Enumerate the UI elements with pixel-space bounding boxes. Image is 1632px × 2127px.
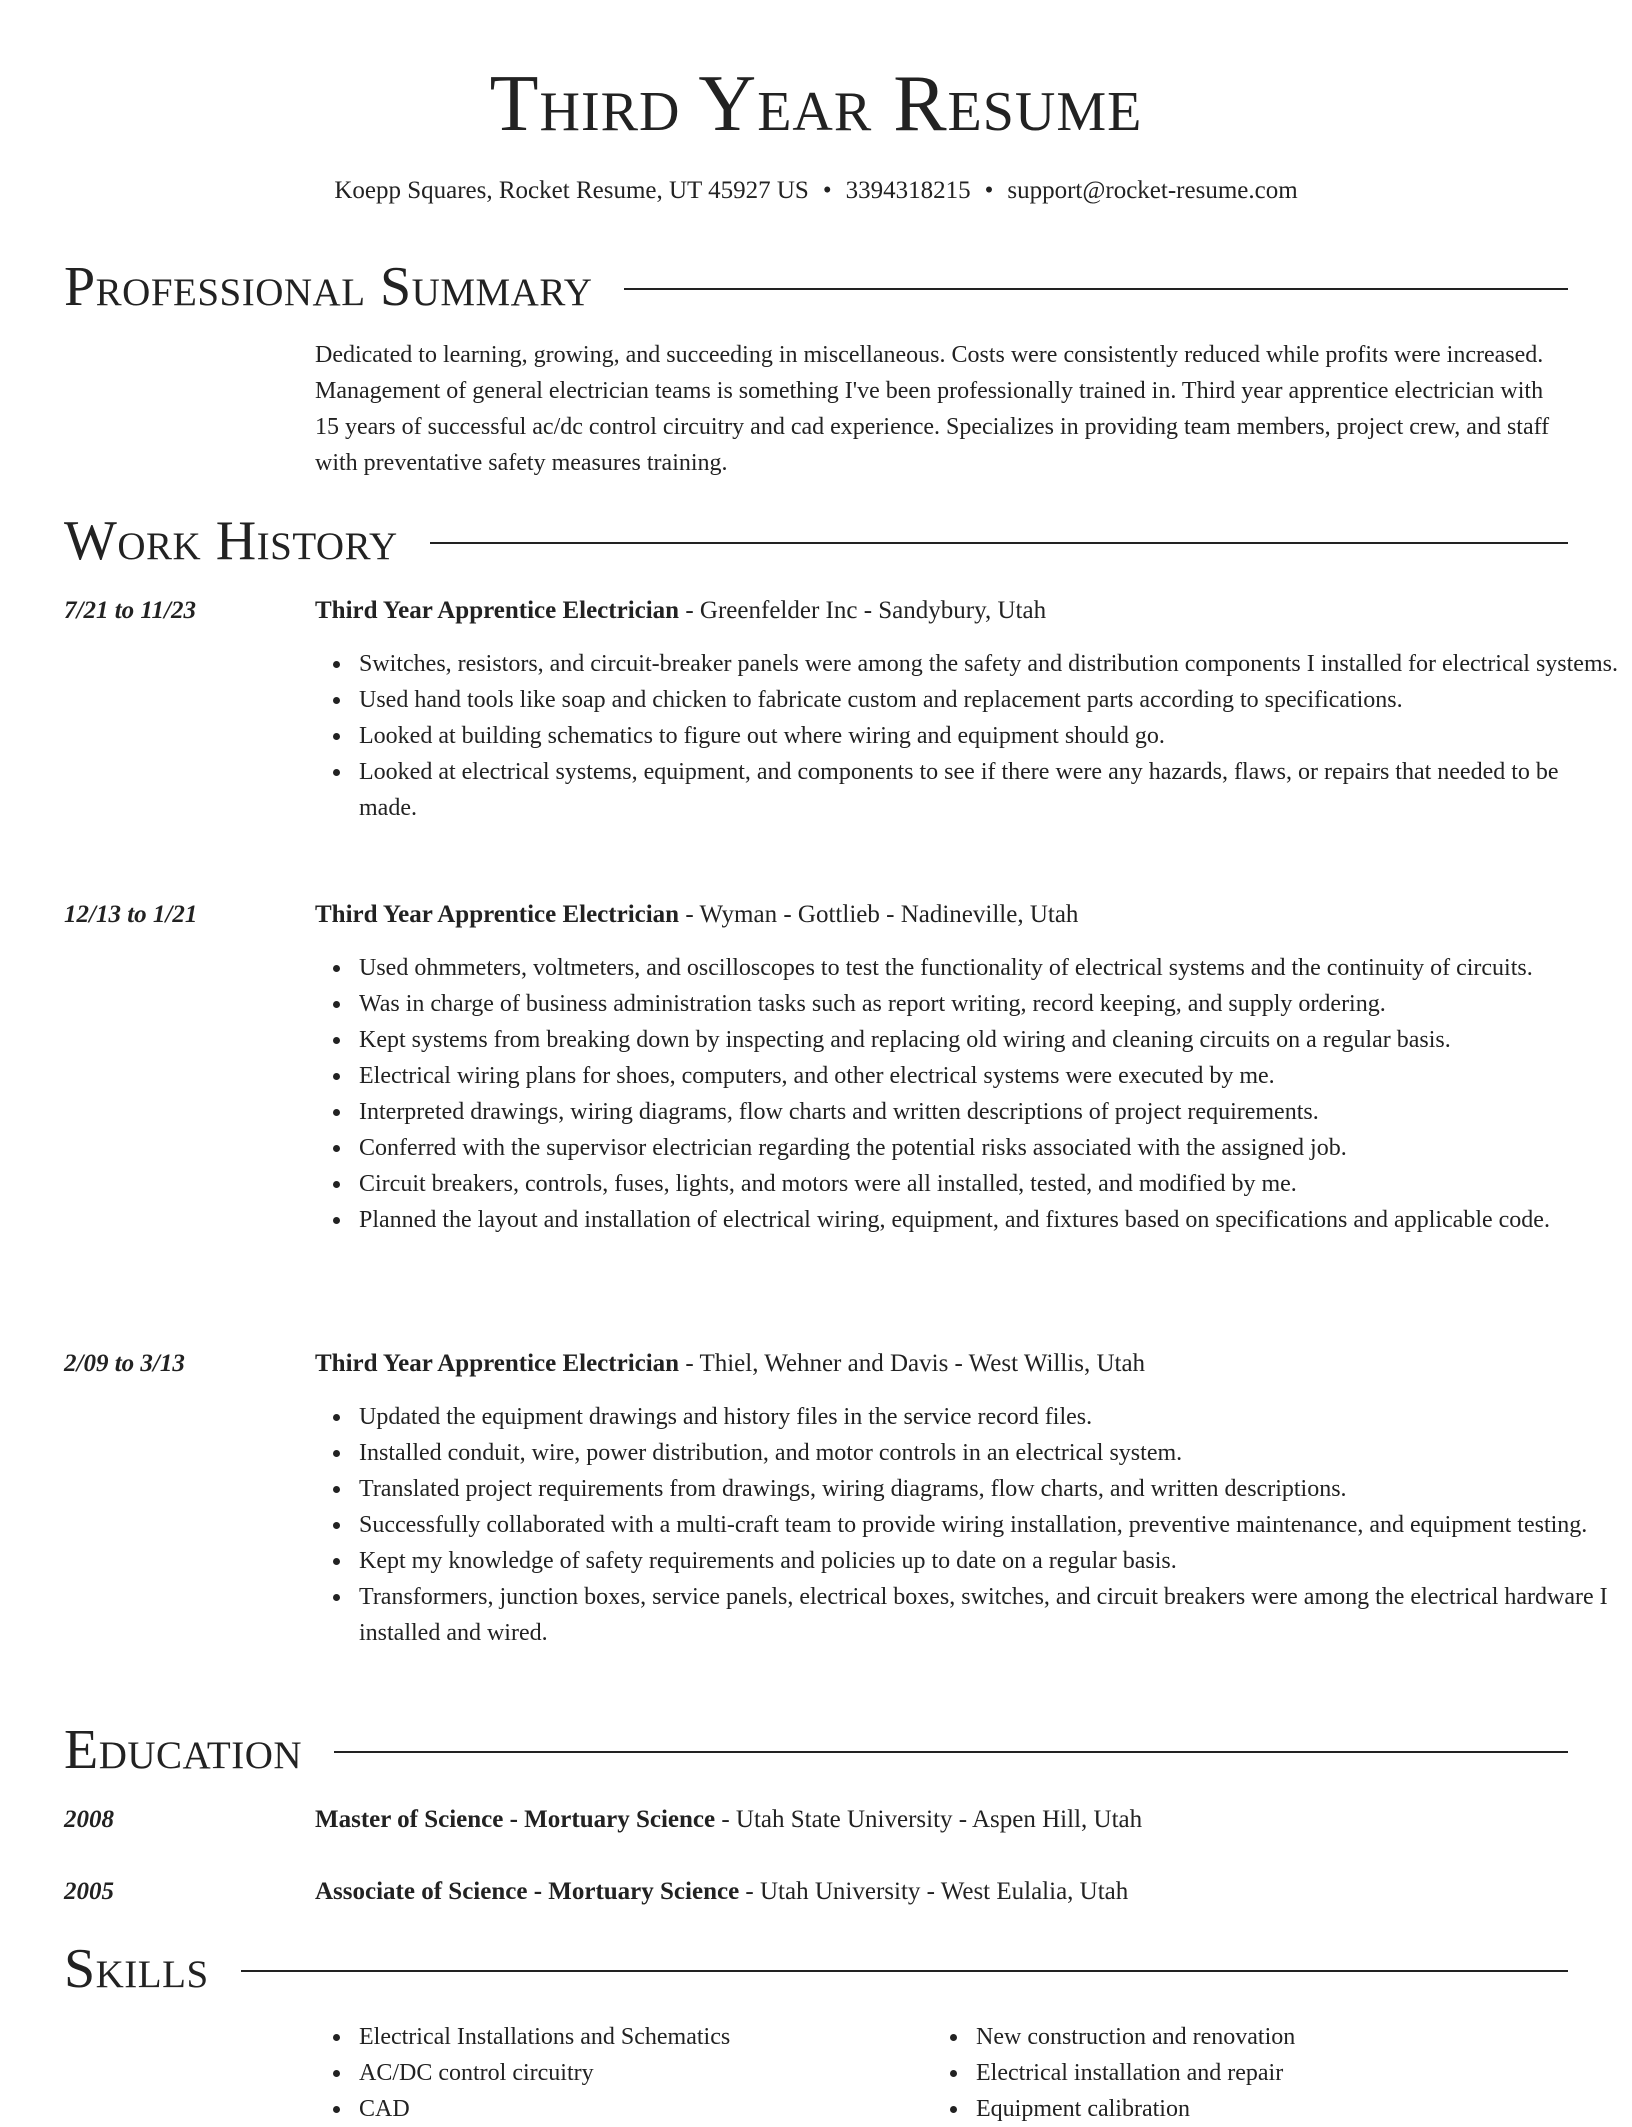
job-employer: - Wyman - Gottlieb - Nadineville, Utah [679,901,1079,928]
section-title-work: Work History [64,510,398,572]
skills-section-header [64,1937,1568,2001]
list-item: Equipment calibration [976,2091,1576,2127]
list-item: Was in charge of business administration tasks such as report writing, record keeping, and supply ordering. [359,986,1619,1022]
list-item: Installed conduit, wire, power distribution, and motor controls in an electrical system. [359,1435,1619,1471]
contact-separator: • [822,177,832,204]
skills-list-right [932,2019,1576,2127]
section-divider [241,1970,1568,1972]
job-dates: 12/13 to 1/21 [64,901,198,928]
education-section-header [64,1718,1568,1782]
education-school: - Utah State University - Aspen Hill, Utah [715,1806,1143,1833]
contact-separator: • [984,177,994,204]
education-year: 2008 [64,1806,114,1833]
job-heading [315,897,1078,933]
section-divider [334,1751,1568,1753]
education-degree: Associate of Science - Mortuary Science [315,1878,740,1905]
list-item: Interpreted drawings, wiring diagrams, flow charts and written descriptions of project requirements. [359,1094,1619,1130]
resume-name: Third Year Resume [489,60,1143,148]
list-item: Successfully collaborated with a multi-craft team to provide wiring installation, preventive maintenance, and equipment testing. [359,1507,1619,1543]
list-item: Electrical installation and repair [976,2055,1576,2091]
contact-line [0,174,1632,208]
list-item: Transformers, junction boxes, service panels, electrical boxes, switches, and circuit breakers were among the electrical hardware I installed and wired. [359,1579,1619,1651]
skills-list-left [315,2019,959,2127]
list-item: CAD [359,2091,959,2127]
list-item: Conferred with the supervisor electrician regarding the potential risks associated with the assigned job. [359,1130,1619,1166]
list-item: Planned the layout and installation of electrical wiring, equipment, and fixtures based on specifications and applicable code. [359,1202,1619,1238]
job-bullets [315,646,1619,826]
education-degree: Master of Science - Mortuary Science [315,1806,716,1833]
education-school: - Utah University - West Eulalia, Utah [739,1878,1129,1905]
job-dates: 2/09 to 3/13 [64,1350,185,1377]
list-item: Used ohmmeters, voltmeters, and oscilloscopes to test the functionality of electrical systems and the continuity of circuits. [359,950,1619,986]
list-item: Electrical Installations and Schematics [359,2019,959,2055]
section-title-education: Education [64,1719,303,1781]
list-item: Looked at building schematics to figure out where wiring and equipment should go. [359,718,1619,754]
job-bullets [315,1399,1619,1651]
list-item: Kept systems from breaking down by inspecting and replacing old wiring and cleaning circuits on a regular basis. [359,1022,1619,1058]
education-year: 2005 [64,1878,114,1905]
section-divider [430,542,1568,544]
job-role: Third Year Apprentice Electrician [315,901,680,928]
education-heading [315,1874,1128,1910]
list-item: Switches, resistors, and circuit-breaker panels were among the safety and distribution components I installed for electrical systems. [359,646,1619,682]
contact-email: support@rocket-resume.com [1007,177,1298,204]
job-role: Third Year Apprentice Electrician [315,597,680,624]
list-item: New construction and renovation [976,2019,1576,2055]
work-section-header [64,509,1568,573]
list-item: Electrical wiring plans for shoes, computers, and other electrical systems were executed by me. [359,1058,1619,1094]
job-dates: 7/21 to 11/23 [64,597,196,624]
list-item: AC/DC control circuitry [359,2055,959,2091]
summary-text: Dedicated to learning, growing, and succeeding in miscellaneous. Costs were consistently reduced while profits were increased. Management of general electrician teams is something I've been professionally trained in. Third year apprentice electrician with 15 years of successful ac/dc control circuitry and cad experience. Specializes in providing team members, project crew, and staff with preventative safety measures training. [315,342,1550,476]
contact-address: Koepp Squares, Rocket Resume, UT 45927 US [334,177,809,204]
job-heading [315,593,1046,629]
job-role: Third Year Apprentice Electrician [315,1350,680,1377]
list-item: Kept my knowledge of safety requirements and policies up to date on a regular basis. [359,1543,1619,1579]
job-bullets [315,950,1619,1238]
job-employer: - Thiel, Wehner and Davis - West Willis, Utah [679,1350,1146,1377]
section-title-skills: Skills [64,1938,209,2000]
list-item: Updated the equipment drawings and history files in the service record files. [359,1399,1619,1435]
job-employer: - Greenfelder Inc - Sandybury, Utah [679,597,1047,624]
section-title-summary: Professional Summary [64,256,593,318]
summary-section-header [64,255,1568,319]
section-divider [624,288,1568,290]
job-heading [315,1346,1145,1382]
list-item: Looked at electrical systems, equipment, and components to see if there were any hazards, flaws, or repairs that needed to be made. [359,754,1619,826]
list-item: Translated project requirements from drawings, wiring diagrams, flow charts, and written descriptions. [359,1471,1619,1507]
list-item: Circuit breakers, controls, fuses, lights, and motors were all installed, tested, and modified by me. [359,1166,1619,1202]
contact-phone: 3394318215 [845,177,971,204]
education-heading [315,1802,1142,1838]
list-item: Used hand tools like soap and chicken to fabricate custom and replacement parts according to specifications. [359,682,1619,718]
